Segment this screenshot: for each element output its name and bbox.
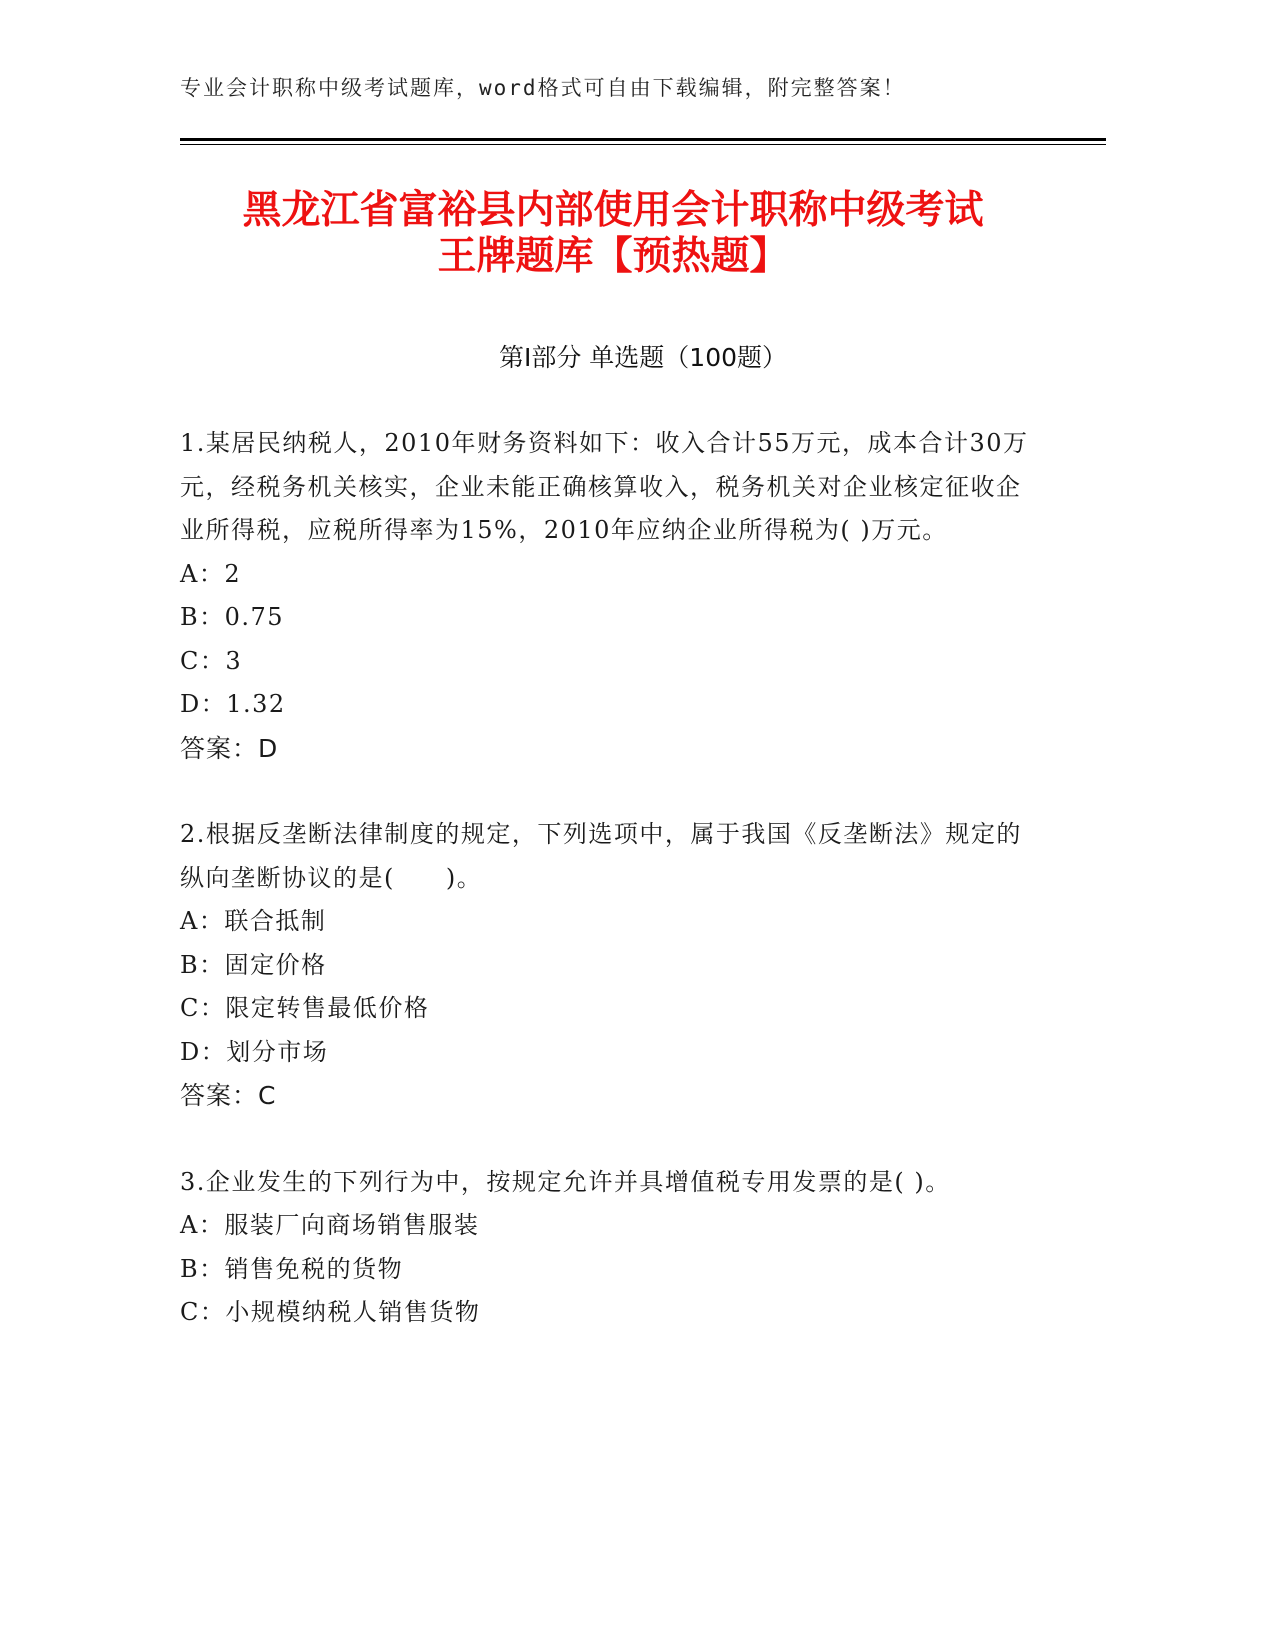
option-b: B：销售免税的货物 [180, 1254, 404, 1283]
question-stem: 3.企业发生的下列行为中，按规定允许并具增值税专用发票的是( )。 [180, 1167, 951, 1196]
header-rule-thin [180, 144, 1106, 145]
option-c: C：限定转售最低价格 [180, 994, 430, 1022]
option-d: D：1.32 [180, 690, 286, 718]
option-b: B：固定价格 [180, 950, 327, 979]
header-rule-thick [180, 138, 1106, 141]
document-title [150, 188, 1076, 280]
question-stem: 1.某居民纳税人，2010年财务资料如下：收入合计55万元，成本合计30万元，经税务机关核实，企业未能正确核算收入，税务机关对企业核定征收企业所得税，应税所得率为15%，2010年应纳企业所得税为( )万元。 [180, 429, 1029, 544]
header-note: 专业会计职称中级考试题库，word格式可自由下载编辑，附完整答案！ [180, 76, 906, 100]
option-a: A：服装厂向商场销售服装 [180, 1211, 480, 1239]
question-2 [180, 813, 1040, 1118]
section-title: 第Ⅰ部分 单选题（100题） [498, 343, 788, 372]
option-b: B：0.75 [180, 603, 285, 631]
question-list [180, 422, 1040, 1378]
answer: 答案：D [180, 733, 279, 763]
document-title-line-2: 王牌题库【预热题】 [437, 234, 789, 279]
option-c: C：小规模纳税人销售货物 [180, 1298, 481, 1326]
question-stem: 2.根据反垄断法律制度的规定，下列选项中，属于我国《反垄断法》规定的纵向垄断协议的是( )。 [180, 820, 1022, 892]
question-1 [180, 422, 1040, 770]
answer: 答案：C [180, 1081, 277, 1110]
option-c: C：3 [180, 646, 243, 675]
option-a: A：联合抵制 [180, 907, 327, 935]
option-a: A：2 [180, 559, 242, 588]
option-d: D：划分市场 [180, 1037, 329, 1066]
document-title-line-1: 黑龙江省富裕县内部使用会计职称中级考试 [242, 188, 984, 233]
question-3 [180, 1161, 1040, 1335]
